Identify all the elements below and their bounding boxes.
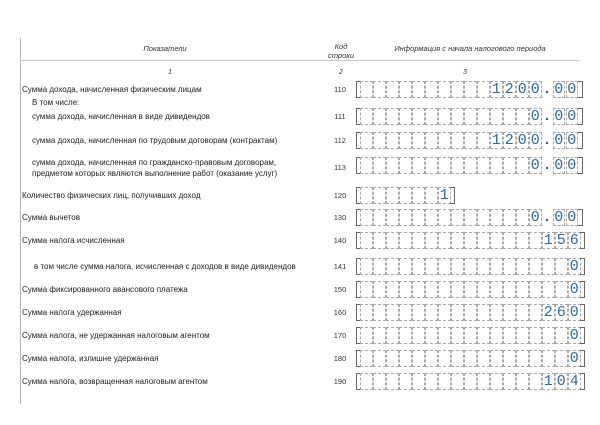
value-field[interactable] [360,209,579,226]
digit-cell[interactable] [451,132,464,149]
field-bracket-right [578,209,583,226]
field-bracket-right [580,373,585,390]
digit-cell[interactable] [464,281,477,298]
digit-cell[interactable] [529,373,542,390]
digit-cell[interactable] [373,258,386,275]
digit-cell[interactable] [503,304,516,321]
digit-cell[interactable] [425,81,438,98]
digit-cell[interactable] [399,281,412,298]
digit-cell[interactable] [542,350,555,367]
line-code: 170 [333,331,347,340]
digit-cell[interactable] [399,132,412,149]
digit-cell[interactable] [464,132,477,149]
digit-cell[interactable]: 0 [530,132,540,149]
row-label: в том числе сумма налога, исчисленная с доходов в виде дивидендов [34,262,296,271]
digit-cell[interactable] [438,350,451,367]
digit-cell[interactable] [360,258,373,275]
row-label-continued: предметом которых являются выполнение работ (оказание услуг) [32,169,278,178]
decimal-point: . [542,157,552,174]
digit-cell[interactable] [399,350,412,367]
digit-cell[interactable] [464,258,477,275]
digit-cell[interactable] [425,108,438,125]
digit-cell[interactable] [503,232,516,249]
field-bracket-right [580,327,585,344]
digit-cell[interactable] [516,281,529,298]
digit-cell[interactable] [373,132,386,149]
row-label: Сумма фиксированного авансового платежа [22,285,188,294]
digit-cell[interactable]: 0 [567,132,577,149]
digit-cell[interactable] [503,209,516,226]
digit-cell[interactable] [464,327,477,344]
digit-cell[interactable] [477,281,490,298]
row-label: Сумма налога удержанная [22,308,122,317]
row-label: Сумма налога, не удержанная налоговым агентом [22,331,210,340]
digit-cell[interactable]: 0 [530,157,540,174]
digit-cell[interactable] [373,232,386,249]
line-code: 130 [333,213,347,222]
digit-cell[interactable] [373,157,386,174]
digit-cell[interactable] [360,373,373,390]
digit-cell[interactable]: 0 [530,81,540,98]
digit-cell[interactable] [412,258,425,275]
digit-cell[interactable] [464,232,477,249]
digit-cell[interactable] [555,350,568,367]
digit-cell[interactable]: 6 [569,232,579,249]
digit-cell[interactable] [477,209,490,226]
digit-cell[interactable] [386,132,399,149]
digit-cell[interactable] [464,108,477,125]
row-label: сумма дохода, начисленная по трудовым договорам (контрактам) [32,136,278,145]
digit-cell[interactable] [503,157,516,174]
digit-cell[interactable] [373,187,386,204]
digit-cell[interactable] [490,350,503,367]
digit-cell[interactable] [373,350,386,367]
digit-cell[interactable] [438,304,451,321]
digit-cell[interactable] [477,108,490,125]
digit-cell[interactable] [360,304,373,321]
digit-cell[interactable] [503,108,516,125]
digit-cell[interactable] [451,81,464,98]
digit-cell[interactable]: 1 [439,187,449,204]
field-bracket-right [578,132,583,149]
row-label: В том числе: [32,98,80,107]
digit-cell[interactable] [542,258,555,275]
digit-cell[interactable] [451,350,464,367]
digit-cell[interactable]: 0 [517,132,527,149]
digit-cell[interactable] [425,350,438,367]
digit-cell[interactable] [529,258,542,275]
field-bracket-right [580,232,585,249]
digit-cell[interactable] [438,232,451,249]
digit-cell[interactable] [529,281,542,298]
digit-cell[interactable] [529,232,542,249]
digit-cell[interactable] [399,327,412,344]
header-line-code: Код строки [328,42,354,60]
digit-cell[interactable] [412,187,425,204]
digit-cell[interactable] [360,209,373,226]
digit-cell[interactable] [438,157,451,174]
digit-cell[interactable] [464,304,477,321]
line-code: 141 [333,262,347,271]
digit-cell[interactable] [412,327,425,344]
digit-cell[interactable] [490,281,503,298]
digit-cell[interactable] [438,132,451,149]
value-field[interactable] [360,232,581,249]
field-bracket-right [450,187,455,204]
value-field[interactable] [360,350,581,367]
digit-cell[interactable] [386,187,399,204]
digit-cell[interactable] [555,327,568,344]
digit-cell[interactable] [425,373,438,390]
digit-cell[interactable] [412,132,425,149]
digit-cell[interactable] [490,209,503,226]
digit-cell[interactable] [360,157,373,174]
digit-cell[interactable] [386,232,399,249]
digit-cell[interactable] [425,157,438,174]
digit-cell[interactable] [503,350,516,367]
digit-cell[interactable] [438,81,451,98]
digit-cell[interactable] [425,304,438,321]
line-code: 140 [333,236,347,245]
digit-cell[interactable] [516,304,529,321]
header-divider [20,60,580,61]
line-code: 160 [333,308,347,317]
digit-cell[interactable] [503,281,516,298]
value-field[interactable] [360,373,581,390]
digit-cell[interactable]: 0 [530,108,540,125]
row-label: Сумма вычетов [22,213,80,222]
field-bracket-right [578,108,583,125]
digit-cell[interactable] [412,108,425,125]
digit-cell[interactable] [477,157,490,174]
header-num-3: 3 [463,69,467,76]
digit-cell[interactable] [516,373,529,390]
digit-cell[interactable] [360,81,373,98]
digit-cell[interactable] [399,209,412,226]
digit-cell[interactable]: 0 [567,157,577,174]
digit-cell[interactable] [360,281,373,298]
digit-cell[interactable]: 2 [543,304,553,321]
digit-cell[interactable] [516,350,529,367]
row-label: Сумма налога исчисленная [22,236,125,245]
digit-cell[interactable] [529,350,542,367]
digit-cell[interactable] [386,209,399,226]
digit-cell[interactable] [360,108,373,125]
digit-cell[interactable] [399,108,412,125]
line-code: 111 [334,112,346,121]
digit-cell[interactable] [503,327,516,344]
digit-cell[interactable] [360,350,373,367]
digit-cell[interactable] [529,304,542,321]
digit-cell[interactable] [399,373,412,390]
value-field[interactable] [360,281,581,298]
value-field[interactable] [360,81,579,98]
digit-cell[interactable]: 2 [504,132,514,149]
digit-cell[interactable] [490,327,503,344]
header-num-1: 1 [168,69,172,76]
field-bracket-right [578,81,583,98]
value-field[interactable] [360,327,581,344]
digit-cell[interactable] [490,232,503,249]
digit-cell[interactable] [412,209,425,226]
line-code: 113 [334,163,346,172]
digit-cell[interactable] [451,209,464,226]
header-indicators: Показатели [143,44,187,53]
digit-cell[interactable] [373,304,386,321]
digit-cell[interactable]: 0 [556,373,566,390]
digit-cell[interactable] [490,157,503,174]
digit-cell[interactable] [503,258,516,275]
digit-cell[interactable] [425,327,438,344]
value-field[interactable] [360,258,581,275]
digit-cell[interactable] [412,350,425,367]
digit-cell[interactable] [516,327,529,344]
digit-cell[interactable] [412,232,425,249]
digit-cell[interactable] [438,327,451,344]
digit-cell[interactable]: 0 [569,350,579,367]
field-bracket-right [580,281,585,298]
digit-cell[interactable] [542,281,555,298]
digit-cell[interactable] [477,132,490,149]
field-bracket-right [580,258,585,275]
row-label: сумма дохода, начисленная в виде дивидендов [32,112,210,121]
digit-cell[interactable] [386,304,399,321]
digit-cell[interactable] [412,373,425,390]
digit-cell[interactable] [360,327,373,344]
digit-cell[interactable]: 1 [543,373,553,390]
digit-cell[interactable] [412,304,425,321]
digit-cell[interactable] [438,108,451,125]
digit-cell[interactable] [490,108,503,125]
digit-cell[interactable] [425,281,438,298]
digit-cell[interactable] [451,304,464,321]
row-label: Сумма налога, возвращенная налоговым агентом [22,377,208,386]
digit-cell[interactable] [386,350,399,367]
digit-cell[interactable] [451,327,464,344]
header-num-2: 2 [339,69,343,76]
digit-cell[interactable]: 0 [554,209,564,226]
digit-cell[interactable]: 0 [517,81,527,98]
digit-cell[interactable] [386,281,399,298]
digit-cell[interactable] [438,209,451,226]
digit-cell[interactable] [412,281,425,298]
digit-cell[interactable] [425,132,438,149]
digit-cell[interactable] [373,281,386,298]
digit-cell[interactable]: 0 [530,209,540,226]
digit-cell[interactable]: 4 [569,373,579,390]
digit-cell[interactable] [451,157,464,174]
digit-cell[interactable]: 0 [569,304,579,321]
digit-cell[interactable]: 1 [491,132,501,149]
field-bracket-right [580,304,585,321]
digit-cell[interactable] [386,327,399,344]
digit-cell[interactable]: 1 [543,232,553,249]
line-code: 120 [333,191,347,200]
digit-cell[interactable] [373,327,386,344]
digit-cell[interactable] [399,232,412,249]
digit-cell[interactable] [516,209,529,226]
digit-cell[interactable] [451,108,464,125]
decimal-point: . [542,108,552,125]
digit-cell[interactable] [451,258,464,275]
digit-cell[interactable] [477,327,490,344]
digit-cell[interactable] [555,281,568,298]
digit-cell[interactable]: 0 [569,258,579,275]
digit-cell[interactable] [412,81,425,98]
digit-cell[interactable] [490,304,503,321]
digit-cell[interactable]: 0 [567,108,577,125]
digit-cell[interactable] [464,81,477,98]
digit-cell[interactable] [386,258,399,275]
digit-cell[interactable]: 2 [504,81,514,98]
digit-cell[interactable]: 0 [569,327,579,344]
digit-cell[interactable]: 0 [569,281,579,298]
digit-cell[interactable] [477,258,490,275]
digit-cell[interactable] [438,258,451,275]
digit-cell[interactable] [477,373,490,390]
digit-cell[interactable]: 0 [554,132,564,149]
value-field[interactable] [360,304,581,321]
decimal-point: . [542,132,552,149]
line-code: 190 [333,377,347,386]
digit-cell[interactable] [542,327,555,344]
left-border [20,38,21,404]
digit-cell[interactable] [386,81,399,98]
header-period-info: Информация с начала налогового периода [394,44,546,53]
digit-cell[interactable] [399,157,412,174]
value-field[interactable] [360,132,579,149]
digit-cell[interactable] [360,187,373,204]
digit-cell[interactable]: 0 [554,81,564,98]
digit-cell[interactable] [451,281,464,298]
digit-cell[interactable] [555,258,568,275]
line-code: 180 [333,354,347,363]
field-bracket-right [578,157,583,174]
digit-cell[interactable] [373,209,386,226]
digit-cell[interactable] [516,157,529,174]
digit-cell[interactable] [451,232,464,249]
digit-cell[interactable] [425,187,438,204]
digit-cell[interactable]: 0 [567,209,577,226]
digit-cell[interactable] [399,304,412,321]
digit-cell[interactable] [425,232,438,249]
digit-cell[interactable] [399,258,412,275]
digit-cell[interactable] [464,157,477,174]
digit-cell[interactable] [464,209,477,226]
digit-cell[interactable] [425,258,438,275]
line-code: 150 [333,285,347,294]
digit-cell[interactable] [516,258,529,275]
digit-cell[interactable] [477,350,490,367]
row-label: Сумма дохода, начисленная физическим лицам [22,85,202,94]
digit-cell[interactable] [399,187,412,204]
line-code: 112 [334,136,346,145]
digit-cell[interactable] [477,232,490,249]
value-field[interactable] [360,157,579,174]
digit-cell[interactable] [386,373,399,390]
digit-cell[interactable] [529,327,542,344]
value-field[interactable] [360,108,579,125]
digit-cell[interactable] [373,373,386,390]
digit-cell[interactable]: 0 [554,108,564,125]
digit-cell[interactable] [386,157,399,174]
digit-cell[interactable] [386,108,399,125]
digit-cell[interactable]: 0 [554,157,564,174]
digit-cell[interactable] [490,373,503,390]
digit-cell[interactable] [412,157,425,174]
digit-cell[interactable] [516,108,529,125]
value-field[interactable] [360,187,451,204]
digit-cell[interactable]: 0 [567,81,577,98]
digit-cell[interactable] [516,232,529,249]
digit-cell[interactable] [451,373,464,390]
digit-cell[interactable] [490,258,503,275]
digit-cell[interactable] [503,373,516,390]
digit-cell[interactable] [360,232,373,249]
digit-cell[interactable]: 1 [491,81,501,98]
digit-cell[interactable]: 5 [556,232,566,249]
digit-cell[interactable] [360,132,373,149]
digit-cell[interactable]: 6 [556,304,566,321]
digit-cell[interactable] [399,81,412,98]
digit-cell[interactable] [373,81,386,98]
row-label: сумма дохода, начисленная по гражданско-правовым договорам, [32,158,277,167]
field-bracket-right [580,350,585,367]
decimal-point: . [542,209,552,226]
digit-cell[interactable] [438,373,451,390]
decimal-point: . [542,81,552,98]
digit-cell[interactable] [464,373,477,390]
digit-cell[interactable] [477,304,490,321]
row-label: Сумма налога, излишне удержанная [22,354,159,363]
digit-cell[interactable] [464,350,477,367]
row-label: Количество физических лиц, получивших доход [22,191,201,200]
digit-cell[interactable] [373,108,386,125]
digit-cell[interactable] [425,209,438,226]
digit-cell[interactable] [438,281,451,298]
digit-cell[interactable] [477,81,490,98]
line-code: 110 [334,85,346,94]
